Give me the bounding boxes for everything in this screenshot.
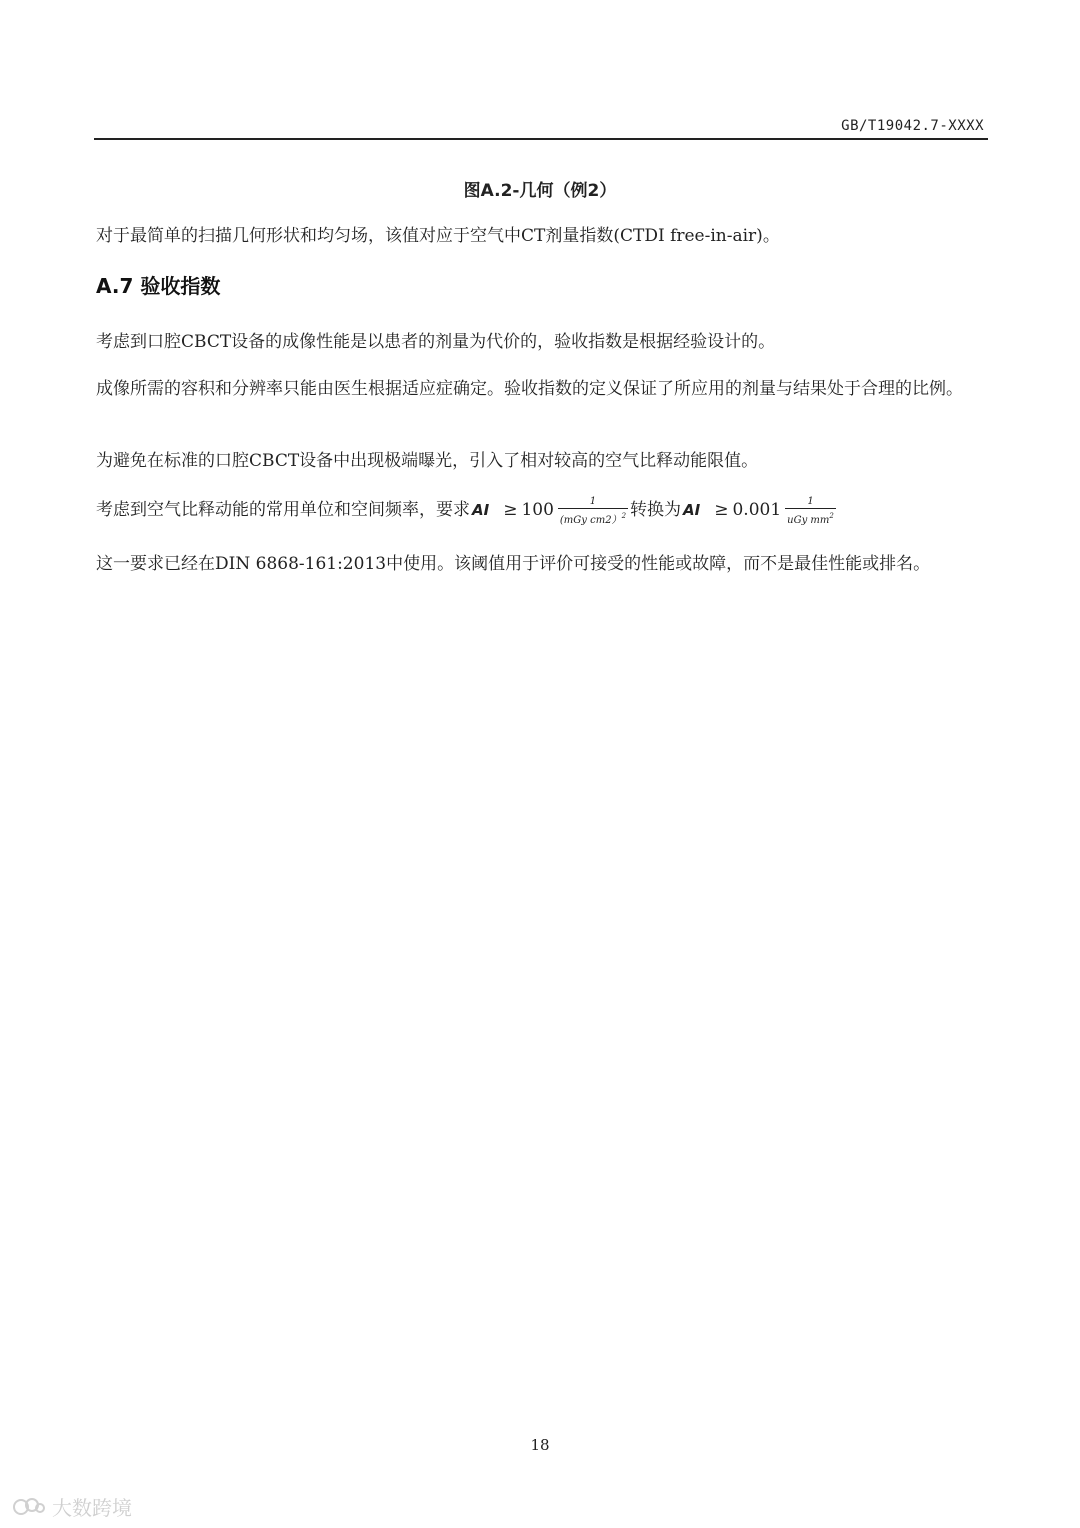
formula-intro: 考虑到空气比释动能的常用单位和空间频率，要求 bbox=[96, 499, 470, 520]
section-heading: A.7 验收指数 bbox=[96, 274, 221, 298]
watermark-text: 大数跨境 bbox=[52, 1496, 132, 1520]
formula-value-2: 0.001 bbox=[732, 499, 782, 520]
header-rule bbox=[94, 138, 988, 140]
paragraph-ctdi: 对于最简单的扫描几何形状和均匀场，该值对应于空气中CT剂量指数(CTDI free-in-air)。 bbox=[96, 226, 780, 246]
fraction-1-exponent: 2 bbox=[621, 512, 627, 520]
paragraph-volume-resolution: 成像所需的容积和分辨率只能由医生根据适应症确定。验收指数的定义保证了所应用的剂量与结果处于合理的比例。 bbox=[96, 379, 963, 399]
figure-caption: 图A.2-几何（例2） bbox=[463, 181, 617, 201]
fraction-1-denominator bbox=[558, 508, 628, 527]
ai-symbol-2: AI bbox=[683, 500, 701, 519]
watermark bbox=[12, 1492, 132, 1521]
paragraph-din-standard: 这一要求已经在DIN 6868-161:2013中使用。该阈值用于评价可接受的性能或故障，而不是最佳性能或排名。 bbox=[96, 554, 931, 574]
formula-value-1: 100 bbox=[521, 499, 554, 520]
ai-symbol: AI bbox=[472, 500, 490, 519]
paragraph-exposure-limit: 为避免在标准的口腔CBCT设备中出现极端曝光，引入了相对较高的空气比释动能限值。 bbox=[96, 451, 759, 471]
paragraph-performance: 考虑到口腔CBCT设备的成像性能是以患者的剂量为代价的，验收指数是根据经验设计的。 bbox=[96, 332, 776, 352]
fraction-2-exponent: 2 bbox=[829, 512, 834, 520]
formula-convert-text: 转换为 bbox=[630, 499, 682, 520]
page-number: 18 bbox=[530, 1436, 550, 1454]
fraction-2-denominator-text: uGy mm bbox=[787, 515, 830, 526]
fraction-2-numerator: 1 bbox=[807, 496, 814, 507]
geq-symbol: ≥ bbox=[503, 499, 518, 520]
paragraph-formula bbox=[96, 494, 988, 525]
fraction-1-denominator-text: (mGy cm2） bbox=[559, 515, 622, 526]
document-code: GB/T19042.7-XXXX bbox=[841, 118, 984, 134]
logo-icon bbox=[12, 1496, 46, 1518]
fraction-1 bbox=[558, 496, 628, 527]
geq-symbol-2: ≥ bbox=[714, 499, 729, 520]
fraction-2 bbox=[785, 496, 836, 527]
fraction-2-denominator bbox=[785, 508, 836, 527]
fraction-1-numerator: 1 bbox=[589, 496, 597, 507]
